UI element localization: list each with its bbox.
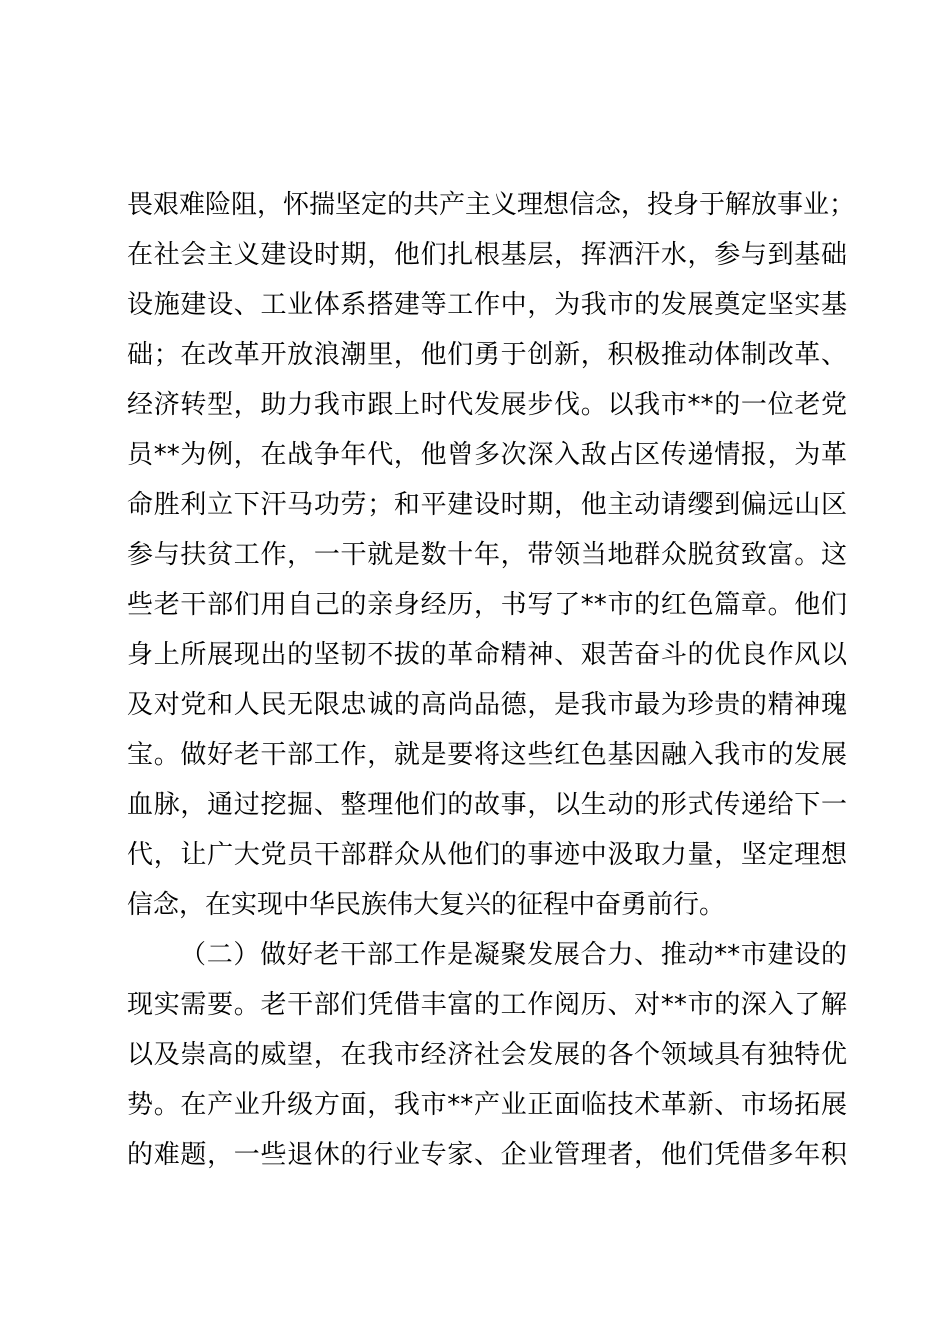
paragraph-end-line: 信念，在实现中华民族伟大复兴的征程中奋勇前行。 [127,890,726,920]
section-heading-line: （二）做好老干部工作是凝聚发展合力、推动**市建设的 [180,940,847,970]
text-line: 参与扶贫工作，一干就是数十年，带领当地群众脱贫致富。这 [127,540,847,570]
text-line: 些老干部们用自己的亲身经历，书写了**市的红色篇章。他们 [127,590,847,620]
text-line: 在社会主义建设时期，他们扎根基层，挥洒汗水，参与到基础 [127,240,847,270]
text-line: 命胜利立下汗马功劳；和平建设时期，他主动请缨到偏远山区 [127,490,847,520]
text-line: 以及崇高的威望，在我市经济社会发展的各个领域具有独特优 [127,1040,847,1070]
text-line: 设施建设、工业体系搭建等工作中，为我市的发展奠定坚实基 [127,290,847,320]
body-text [127,180,856,1180]
text-line: 身上所展现出的坚韧不拔的革命精神、艰苦奋斗的优良作风以 [127,640,847,670]
text-line: 础；在改革开放浪潮里，他们勇于创新，积极推动体制改革、 [127,340,847,370]
text-line: 势。在产业升级方面，我市**产业正面临技术革新、市场拓展 [127,1090,847,1120]
text-line: 畏艰难险阻，怀揣坚定的共产主义理想信念，投身于解放事业； [127,190,856,220]
text-line: 代，让广大党员干部群众从他们的事迹中汲取力量，坚定理想 [127,840,847,870]
text-line: 员**为例，在战争年代，他曾多次深入敌占区传递情报，为革 [127,440,847,470]
text-line: 血脉，通过挖掘、整理他们的故事，以生动的形式传递给下一 [127,790,847,820]
text-line: 经济转型，助力我市跟上时代发展步伐。以我市**的一位老党 [127,390,847,420]
text-line: 的难题，一些退休的行业专家、企业管理者，他们凭借多年积 [127,1140,847,1170]
text-line: 宝。做好老干部工作，就是要将这些红色基因融入我市的发展 [127,740,847,770]
text-line: 现实需要。老干部们凭借丰富的工作阅历、对**市的深入了解 [127,990,847,1020]
text-line: 及对党和人民无限忠诚的高尚品德，是我市最为珍贵的精神瑰 [127,690,847,720]
